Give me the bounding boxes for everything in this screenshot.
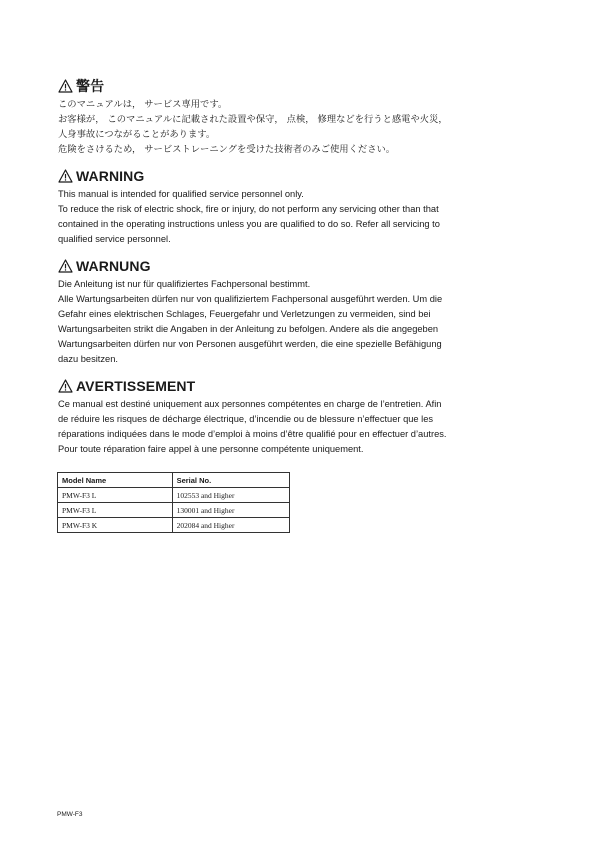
serial-no-cell: 202084 and Higher [172, 518, 289, 533]
table-row [58, 488, 290, 503]
body-line: このマニュアルは， サービス専用です。 [58, 99, 228, 110]
table-row [58, 518, 290, 533]
body-line: Pour toute réparation faire appel à une personne compétente uniquement. [58, 444, 364, 454]
body-line: Wartungsarbeiten dürfen nur von Personen ausgeführt werden, die eine spezielle Befähigung [58, 339, 442, 349]
body-line: dazu besitzen. [58, 354, 118, 364]
body-line: 人身事故につながることがあります。 [58, 129, 216, 140]
body-line: qualified service personnel. [58, 234, 171, 244]
footer-model-label: PMW-F3 [57, 811, 83, 818]
warning-heading [58, 376, 498, 396]
body-line: réparations indiquées dans le mode d’emploi à moins d’être qualifié pour en effectuer d’autres. [58, 429, 447, 439]
warning-section-french [58, 376, 498, 457]
body-line: 危険をさけるため， サービストレーニングを受けた技術者のみご使用ください。 [58, 144, 396, 155]
warning-heading [58, 166, 498, 186]
serial-no-cell: 130001 and Higher [172, 503, 289, 518]
warning-section-english [58, 166, 498, 247]
model-name-cell: PMW-F3 K [58, 518, 173, 533]
warning-triangle-icon [58, 259, 73, 273]
warning-triangle-icon [58, 79, 73, 93]
body-line: To reduce the risk of electric shock, fire or injury, do not perform any servicing other than that [58, 204, 439, 214]
column-header-serial-no: Serial No. [172, 473, 289, 488]
table-row [58, 503, 290, 518]
section-title: AVERTISSEMENT [76, 378, 196, 394]
section-title: WARNING [76, 168, 145, 184]
body-line: Wartungsarbeiten strikt die Angaben in der Anleitung zu befolgen. Andere als die angegeben [58, 324, 439, 334]
table-header-row [58, 473, 290, 488]
warning-heading [58, 76, 498, 96]
warning-heading [58, 256, 498, 276]
warning-triangle-icon [58, 379, 73, 393]
column-header-model-name: Model Name [58, 473, 173, 488]
warning-triangle-icon [58, 169, 73, 183]
body-line: Gefahr eines elektrischen Schlages, Feuergefahr und Verletzungen zu vermeiden, sind bei [58, 309, 431, 319]
body-line: お客様が， このマニュアルに記載された設置や保守， 点検， 修理などを行うと感電や火災， [58, 114, 448, 125]
warning-section-german [58, 256, 498, 367]
model-name-cell: PMW-F3 L [58, 488, 173, 503]
model-serial-table [57, 472, 290, 533]
body-line: contained in the operating instructions unless you are qualified to do so. Refer all servicing to [58, 219, 440, 229]
body-line: This manual is intended for qualified service personnel only. [58, 189, 304, 199]
warning-section-japanese [58, 76, 498, 157]
warnings-content [58, 76, 498, 457]
body-line: de réduire les risques de décharge électrique, d’incendie ou de blessure n’effectuer que les [58, 414, 434, 424]
section-title: WARNUNG [76, 258, 151, 274]
serial-no-cell: 102553 and Higher [172, 488, 289, 503]
body-line: Die Anleitung ist nur für qualifiziertes Fachpersonal bestimmt. [58, 279, 311, 289]
body-line: Alle Wartungsarbeiten dürfen nur von qualifiziertem Fachpersonal ausgeführt werden. Um die [58, 294, 443, 304]
body-line: Ce manual est destiné uniquement aux personnes compétentes en charge de l’entretien. Afin [58, 399, 442, 409]
section-title: 警告 [76, 79, 105, 95]
model-name-cell: PMW-F3 L [58, 503, 173, 518]
